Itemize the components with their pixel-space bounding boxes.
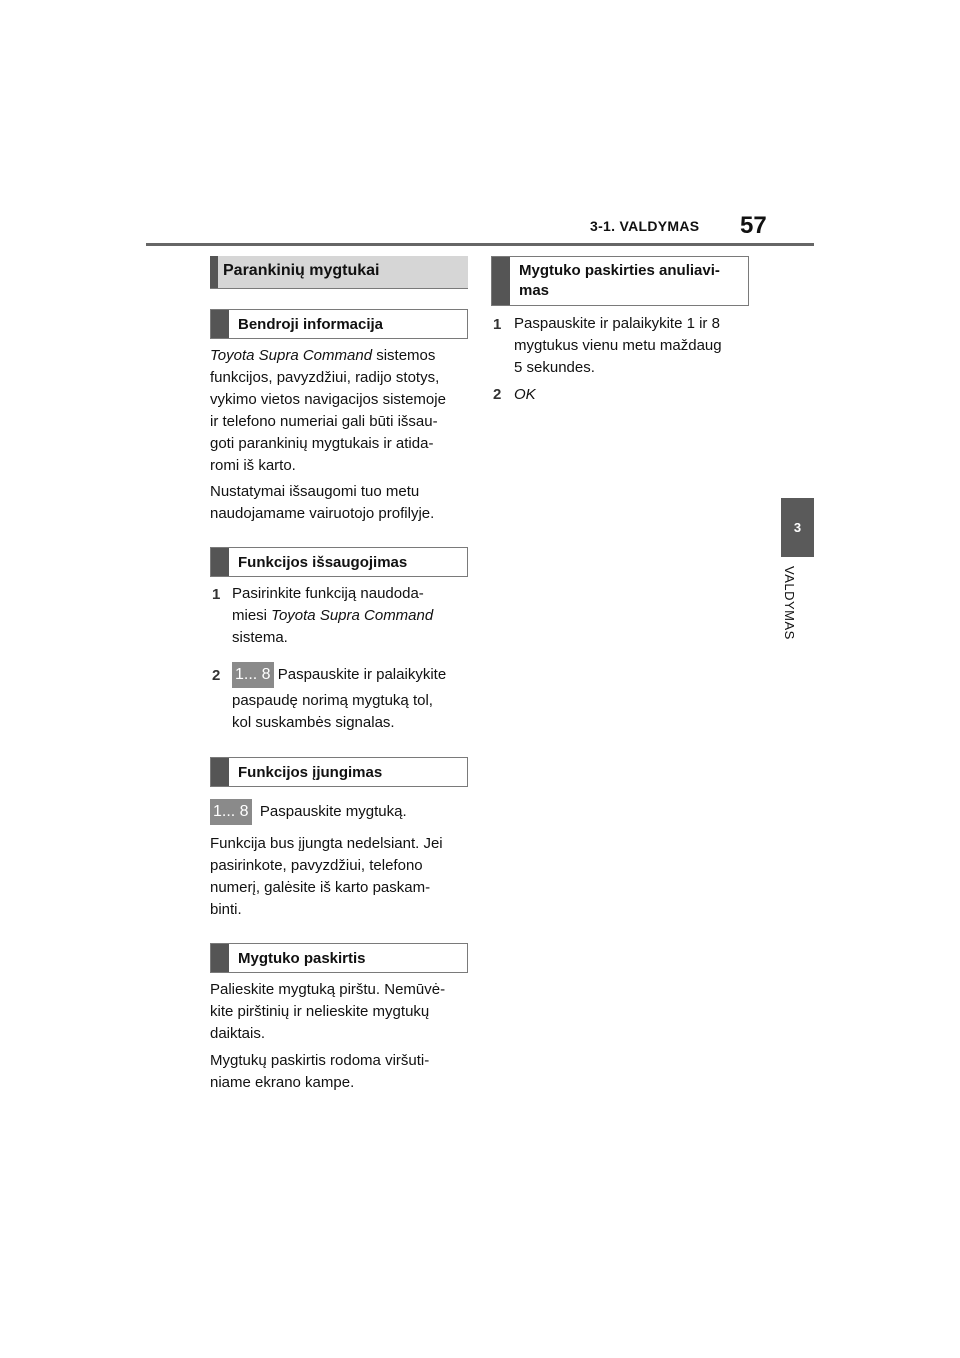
- page-number: 57: [740, 212, 767, 239]
- line: Nustatymai išsaugomi tuo metu: [210, 483, 420, 500]
- save-step-2: [232, 662, 446, 734]
- save-heading-text: Funkcijos išsaugojimas: [238, 553, 408, 571]
- text: Paspauskite mygtuką.: [251, 803, 407, 820]
- heading-bar: [211, 548, 229, 576]
- line: funkcijos, pavyzdžiui, radijo stotys,: [210, 369, 440, 386]
- cancel-heading-text: [519, 261, 720, 301]
- text: miesi: [232, 607, 272, 624]
- enable-paragraph: [210, 833, 443, 921]
- main-heading-text: Parankinių mygtukai: [223, 262, 380, 279]
- line: daiktais.: [210, 1025, 266, 1042]
- chapter-label-text: VALDYMAS: [782, 566, 797, 640]
- line: goti parankinių mygtukais ir atida-: [210, 435, 434, 452]
- assign-heading: [210, 943, 468, 973]
- product-name: Toyota Supra Command: [271, 607, 434, 624]
- enable-key-line: [210, 799, 407, 825]
- text: sistemos: [372, 347, 436, 364]
- line: kite pirštinių ir nelieskite mygtukų: [210, 1003, 430, 1020]
- cancel-step-2: [514, 384, 536, 406]
- line: Mygtuko paskirties anuliavi-: [519, 262, 720, 279]
- line: Funkcija bus įjungta nedelsiant. Jei: [210, 835, 443, 852]
- line: Pasirinkite funkciją naudoda-: [232, 585, 424, 602]
- line: niame ekrano kampe.: [210, 1074, 355, 1091]
- general-heading-text: Bendroji informacija: [238, 315, 384, 333]
- section-title: 3-1. VALDYMAS: [590, 218, 700, 234]
- step-number: 1: [493, 316, 502, 333]
- ok-text: OK: [514, 386, 536, 403]
- line: Palieskite mygtuką pirštu. Nemūvė-: [210, 981, 446, 998]
- favorite-key-icon: 1... 8: [210, 799, 252, 825]
- main-heading: [210, 256, 468, 289]
- step-number: 2: [493, 386, 502, 403]
- line: mas: [519, 282, 550, 299]
- line: Mygtukų paskirtis rodoma viršuti-: [210, 1052, 430, 1069]
- general-heading: [210, 309, 468, 339]
- favorite-key-icon: 1... 8: [232, 662, 274, 688]
- cancel-heading: [491, 256, 749, 306]
- header-rule: [146, 243, 814, 246]
- step-number: 1: [212, 586, 221, 603]
- text: Paspauskite ir palaikykite: [273, 666, 447, 683]
- line: pasirinkote, pavyzdžiui, telefono: [210, 857, 423, 874]
- line: kol suskambės signalas.: [232, 714, 395, 731]
- line: numerį, galėsite iš karto paskam-: [210, 879, 431, 896]
- heading-bar: [211, 944, 229, 972]
- line: mygtukus vienu metu maždaug: [514, 337, 722, 354]
- product-name: Toyota Supra Command: [210, 347, 373, 364]
- assign-heading-text: Mygtuko paskirtis: [238, 949, 366, 967]
- line: vykimo vietos navigacijos sistemoje: [210, 391, 446, 408]
- line: ir telefono numeriai gali būti išsau-: [210, 413, 438, 430]
- heading-bar: [211, 758, 229, 786]
- line: 5 sekundes.: [514, 359, 595, 376]
- general-paragraph-1: [210, 345, 446, 477]
- cancel-step-1: [514, 313, 722, 379]
- line: naudojamame vairuotojo profilyje.: [210, 505, 435, 522]
- assign-paragraph-2: [210, 1050, 429, 1094]
- line: Paspauskite ir palaikykite 1 ir 8: [514, 315, 720, 332]
- heading-bar: [492, 257, 510, 305]
- chapter-tab: 3: [781, 498, 814, 557]
- assign-paragraph-1: [210, 979, 445, 1045]
- general-paragraph-2: [210, 481, 434, 525]
- enable-heading: [210, 757, 468, 787]
- line: romi iš karto.: [210, 457, 296, 474]
- line: sistema.: [232, 629, 288, 646]
- save-heading: [210, 547, 468, 577]
- heading-bar: [211, 310, 229, 338]
- line: paspaudę norimą mygtuką tol,: [232, 692, 433, 709]
- chapter-label: [775, 566, 819, 656]
- heading-bar: [210, 256, 218, 288]
- line: binti.: [210, 901, 242, 918]
- step-number: 2: [212, 667, 221, 684]
- save-step-1: [232, 583, 433, 649]
- enable-heading-text: Funkcijos įjungimas: [238, 763, 383, 781]
